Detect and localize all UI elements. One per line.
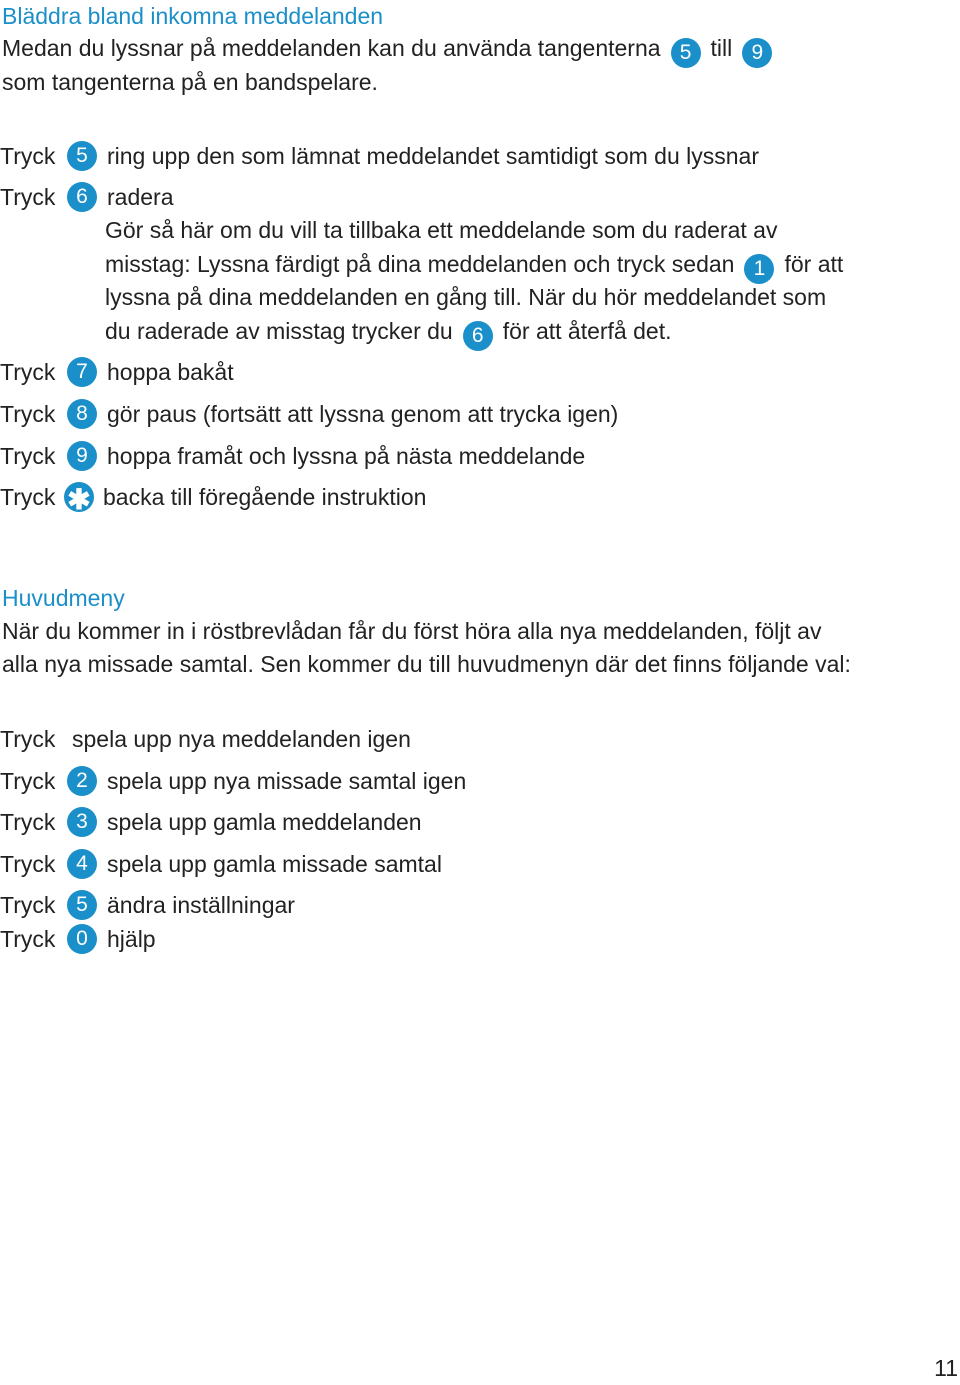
row-text: spela upp gamla meddelanden bbox=[107, 809, 422, 835]
row-label: Tryck bbox=[0, 851, 56, 877]
key-0-icon: 0 bbox=[67, 924, 97, 954]
note-line bbox=[105, 315, 671, 351]
row-text: ring upp den som lämnat meddelandet samtidigt som du lyssnar bbox=[107, 143, 760, 169]
intro-text: som tangenterna på en bandspelare. bbox=[2, 69, 378, 95]
key-9-icon: 9 bbox=[742, 38, 772, 68]
key-3-icon: 3 bbox=[67, 807, 97, 837]
intro-text: alla nya missade samtal. Sen kommer du till huvudmenyn där det finns följande val: bbox=[2, 651, 851, 677]
section-heading: Huvudmeny bbox=[2, 585, 125, 611]
row-text: radera bbox=[107, 184, 174, 210]
note-line bbox=[105, 248, 843, 284]
row-label: Tryck bbox=[0, 726, 56, 752]
row-text: spela upp nya meddelanden igen bbox=[72, 726, 411, 752]
row-label: Tryck bbox=[0, 926, 56, 952]
key-4-icon: 4 bbox=[67, 849, 97, 879]
row-label: Tryck bbox=[0, 143, 56, 169]
key-2-icon: 2 bbox=[67, 766, 97, 796]
note-text: för att bbox=[784, 251, 844, 277]
key-5-icon: 5 bbox=[67, 890, 97, 920]
note-text: lyssna på dina meddelanden en gång till. När du hör meddelandet som bbox=[105, 284, 827, 310]
intro-text: Medan du lyssnar på meddelanden kan du använda tangenterna bbox=[2, 35, 661, 61]
row-label: Tryck bbox=[0, 484, 56, 510]
row-text: hoppa framåt och lyssna på nästa meddelande bbox=[107, 443, 586, 469]
note-text: du raderade av misstag trycker du bbox=[105, 318, 453, 344]
row-text: ändra inställningar bbox=[107, 892, 295, 918]
key-5-icon: 5 bbox=[671, 38, 701, 68]
row-label: Tryck bbox=[0, 359, 56, 385]
key-7-icon: 7 bbox=[67, 357, 97, 387]
star-key-icon: ✱ bbox=[64, 482, 94, 512]
row-text: gör paus (fortsätt att lyssna genom att trycka igen) bbox=[107, 401, 619, 427]
key-1-icon: 1 bbox=[744, 254, 774, 284]
note-text: Gör så här om du vill ta tillbaka ett meddelande som du raderat av bbox=[105, 217, 778, 243]
key-5-icon: 5 bbox=[67, 141, 97, 171]
row-label: Tryck bbox=[0, 768, 56, 794]
row-label: Tryck bbox=[0, 809, 56, 835]
row-text: hoppa bakåt bbox=[107, 359, 234, 385]
intro-text: När du kommer in i röstbrevlådan får du först höra alla nya meddelanden, följt av bbox=[2, 618, 822, 644]
row-text: spela upp gamla missade samtal bbox=[107, 851, 442, 877]
key-8-icon: 8 bbox=[67, 399, 97, 429]
key-6-icon: 6 bbox=[463, 321, 493, 351]
intro-paragraph bbox=[2, 32, 782, 68]
page-number: 11 bbox=[934, 1355, 958, 1381]
row-label: Tryck bbox=[0, 401, 56, 427]
key-6-icon: 6 bbox=[67, 182, 97, 212]
row-text: spela upp nya missade samtal igen bbox=[107, 768, 467, 794]
row-label: Tryck bbox=[0, 443, 56, 469]
row-text: backa till föregående instruktion bbox=[103, 484, 427, 510]
section-heading: Bläddra bland inkomna meddelanden bbox=[2, 3, 384, 29]
note-text: misstag: Lyssna färdigt på dina meddelanden och tryck sedan bbox=[105, 251, 735, 277]
key-9-icon: 9 bbox=[67, 441, 97, 471]
row-label: Tryck bbox=[0, 892, 56, 918]
note-text: för att återfå det. bbox=[502, 318, 672, 344]
intro-text: till bbox=[710, 35, 733, 61]
row-label: Tryck bbox=[0, 184, 56, 210]
row-text: hjälp bbox=[107, 926, 156, 952]
